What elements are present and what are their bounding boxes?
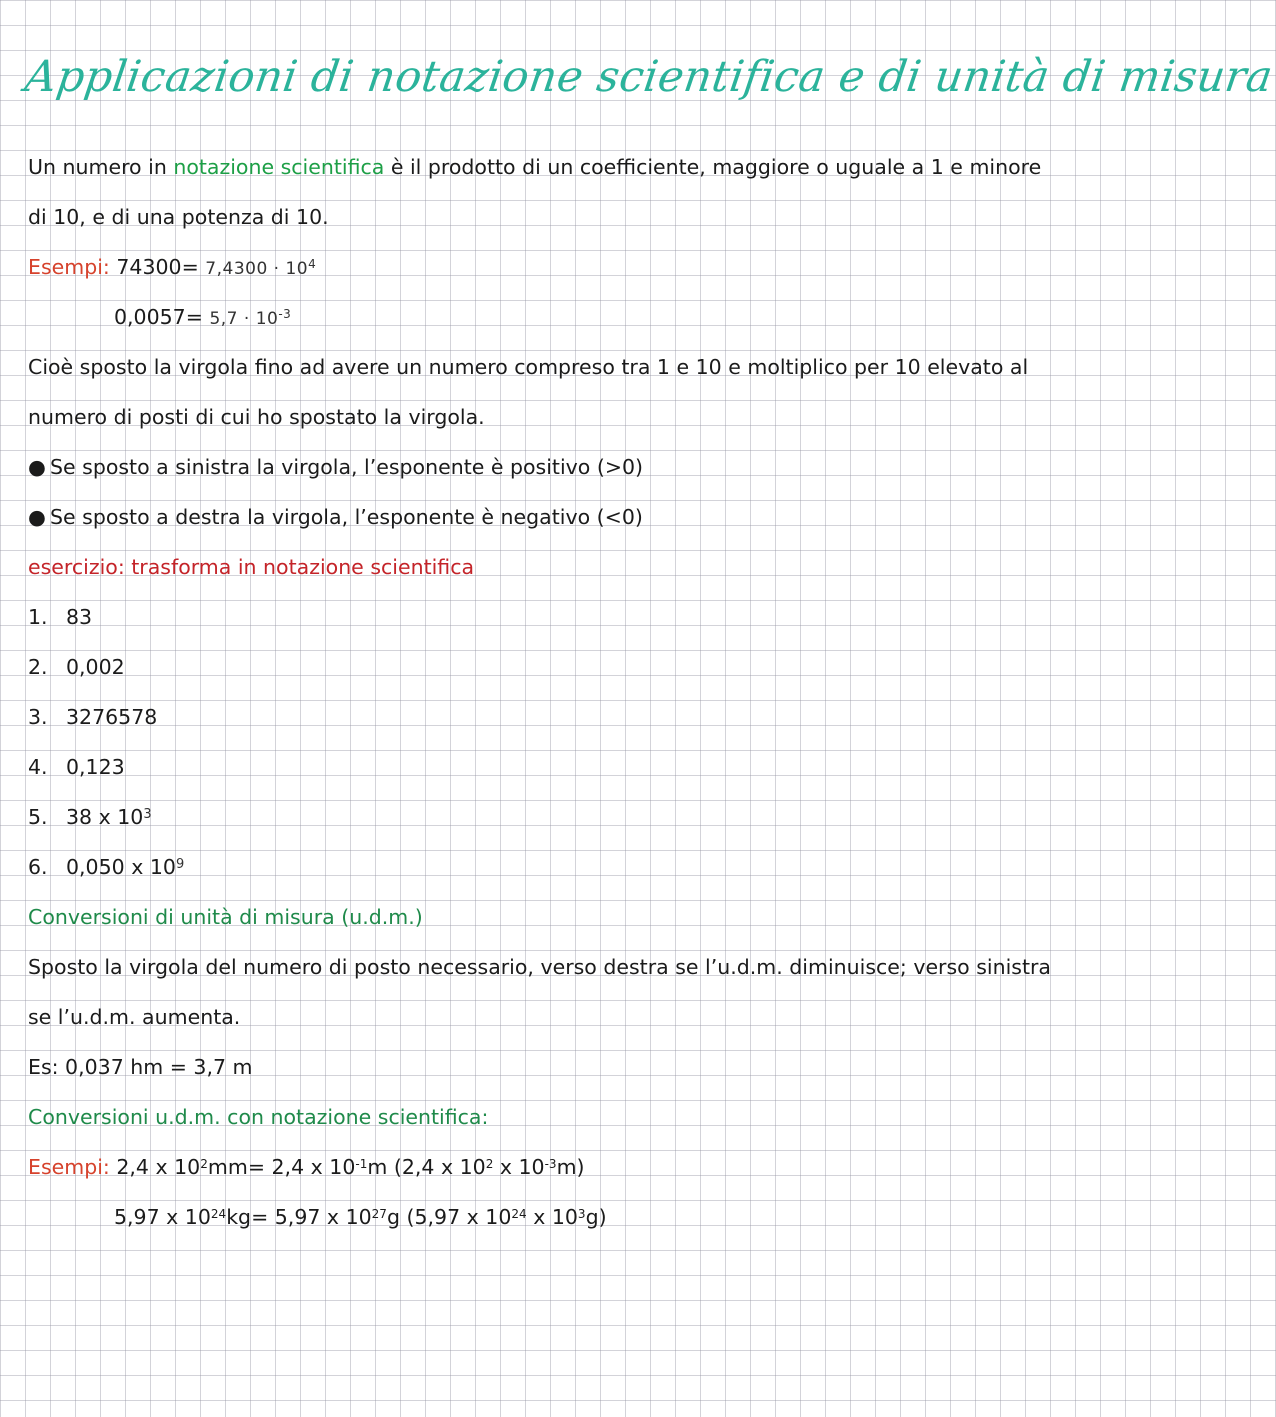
sci-exponent: -3	[544, 1157, 557, 1171]
sci-example-row-1	[28, 1154, 585, 1183]
example-row-2	[114, 304, 291, 333]
sci-term: 5,97 x 10	[274, 1205, 372, 1229]
sci-term: 2,4 x 10	[116, 1155, 201, 1179]
exercise-number: 4.	[28, 755, 48, 779]
bullet-text: Se sposto a destra la virgola, l’esponente è negativo (<0)	[50, 505, 643, 529]
bullet-item	[28, 454, 643, 480]
example-lhs: 0,0057=	[114, 305, 203, 329]
exercise-value: 3276578	[66, 705, 158, 729]
example-rhs-base: 7,4300 · 10	[205, 259, 309, 279]
exercise-number: 3.	[28, 705, 48, 729]
conversions-heading: Conversioni di unità di misura (u.d.m.)	[28, 905, 423, 929]
exercise-value: 0,123	[66, 755, 125, 779]
exercise-heading: esercizio: trasforma in notazione scientifica	[28, 555, 475, 579]
exercise-number: 6.	[28, 855, 48, 879]
sci-example-row-2	[114, 1204, 607, 1233]
sci-exponent: 3	[577, 1207, 586, 1221]
exercise-number: 1.	[28, 605, 48, 629]
exercise-number: 2.	[28, 655, 48, 679]
sci-unit: kg=	[226, 1205, 275, 1229]
exercise-item	[28, 654, 125, 680]
conversions-example: Es: 0,037 hm = 3,7 m	[28, 1055, 253, 1079]
intro-text: Un numero in	[28, 155, 174, 179]
exercise-item	[28, 604, 92, 630]
sci-term: x 10	[526, 1205, 578, 1229]
sci-conversions-heading: Conversioni u.d.m. con notazione scientifica:	[28, 1105, 489, 1129]
example-rhs	[209, 309, 291, 329]
bullet-dot-icon: ●	[28, 455, 46, 479]
exercise-exponent: 9	[175, 857, 185, 872]
bullet-text: Se sposto a sinistra la virgola, l’esponente è positivo (>0)	[50, 455, 644, 479]
exercise-value: 0,002	[66, 655, 125, 679]
term-highlight: notazione scientifica	[173, 155, 385, 179]
intro-text: è il prodotto di un coefficiente, maggiore o uguale a 1 e minore	[384, 155, 1042, 179]
sci-exponent: 24	[511, 1207, 527, 1221]
conversions-line-1: Sposto la virgola del numero di posto necessario, verso destra se l’u.d.m. diminuisce; verso sinistra	[28, 955, 1051, 979]
exercise-item	[28, 804, 152, 834]
sci-term: x 10	[493, 1155, 545, 1179]
explanation-line-1: Cioè sposto la virgola fino ad avere un numero compreso tra 1 e 10 e moltiplico per 10 elevato al	[28, 355, 1029, 379]
intro-line-1	[28, 154, 1041, 180]
examples-label: Esempi:	[28, 255, 110, 279]
sci-exponent: -1	[355, 1157, 368, 1171]
example-rhs-exponent: -3	[278, 307, 292, 321]
exercise-value: 38 x 10	[66, 805, 144, 829]
exercise-item	[28, 854, 185, 884]
example-lhs: 74300=	[116, 255, 199, 279]
sci-exponent: 2	[485, 1157, 494, 1171]
example-rhs-exponent: 4	[308, 257, 317, 271]
bullet-item	[28, 504, 643, 530]
sci-term: 5,97 x 10	[114, 1205, 211, 1229]
exercise-value: 83	[66, 605, 93, 629]
sci-term: 2,4 x 10	[271, 1155, 356, 1179]
sci-unit: mm=	[207, 1155, 272, 1179]
sci-unit: g)	[585, 1205, 607, 1229]
sci-unit: m	[367, 1155, 394, 1179]
bullet-dot-icon: ●	[28, 505, 46, 529]
sci-exponent: 27	[371, 1207, 387, 1221]
example-row-1	[28, 254, 316, 283]
exercise-item	[28, 704, 157, 730]
exercise-value: 0,050 x 10	[66, 855, 176, 879]
explanation-line-2: numero di posti di cui ho spostato la virgola.	[28, 405, 485, 429]
exercise-item	[28, 754, 125, 780]
sci-unit: g	[386, 1205, 407, 1229]
example-rhs-base: 5,7 · 10	[209, 309, 279, 329]
sci-term: (5,97 x 10	[406, 1205, 512, 1229]
page-title: Applicazioni di notazione scientifica e di unità di misura	[22, 52, 1276, 102]
sci-term: (2,4 x 10	[393, 1155, 486, 1179]
exercise-exponent: 3	[143, 807, 153, 822]
conversions-line-2: se l’u.d.m. aumenta.	[28, 1005, 241, 1029]
sci-exponent: 2	[200, 1157, 208, 1171]
exercise-number: 5.	[28, 805, 48, 829]
sci-unit: m)	[556, 1155, 585, 1179]
example-rhs	[205, 259, 316, 279]
examples-label: Esempi:	[28, 1155, 110, 1179]
intro-line-2: di 10, e di una potenza di 10.	[28, 205, 329, 229]
sci-exponent: 24	[210, 1207, 227, 1221]
